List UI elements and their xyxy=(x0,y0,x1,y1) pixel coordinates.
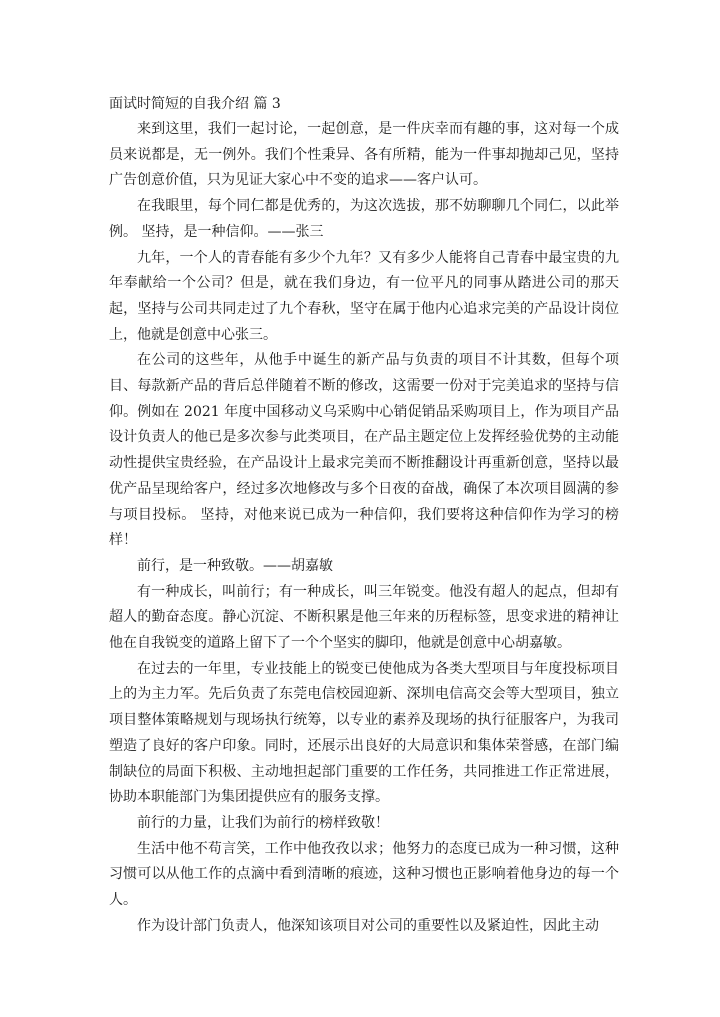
paragraph-5: 前行，是一种致敬。——胡嘉敏 xyxy=(137,557,333,574)
paragraph-1: 来到这里，我们一起讨论，一起创意，是一件庆幸而有趣的事，这对每一个成员来说都是，无一例外。我们个性秉异、各有所精，能为一件事却抛却己见，坚持广告创意价值，只为见证大家心中不变的追求——客户认可。 xyxy=(109,121,619,189)
paragraph-2: 在我眼里，每个同仁都是优秀的，为这次选拔，那不妨聊聊几个同仁，以此举例。 坚持，是一种信仰。——张三 xyxy=(109,198,619,240)
paragraph-9: 生活中他不苟言笑，工作中他孜孜以求；他努力的态度已成为一种习惯，这种习惯可以从他工作的点滴中看到清晰的痕迹，这种习惯也正影响着他身边的每一个人。 xyxy=(109,840,619,909)
paragraph-10: 作为设计部门负责人，他深知该项目对公司的重要性以及紧迫性，因此主动 xyxy=(137,917,599,934)
paragraph-6: 有一种成长，叫前行；有一种成长，叫三年锐变。他没有超人的起点，但却有超人的勤奋态度。静心沉淀、不断积累是他三年来的历程标签，思变求进的精神让他在自我锐变的道路上留下了一个个坚实的脚印，他就是创意中心胡嘉敏。 xyxy=(109,583,619,652)
document-body xyxy=(109,93,619,940)
section-title: 面试时简短的自我介绍 篇 3 xyxy=(109,96,281,112)
paragraph-4: 在公司的这些年，从他手中诞生的新产品与负责的项目不计其数，但每个项目、每款新产品的背后总伴随着不断的修改，这需要一份对于完美追求的坚持与信仰。例如在 2021 年度中国移动义乌采购中心销促销品采购项目上，作为项目产品设计负责人的他已是多次参与此类项目，在产品主题定位上发挥经验优势的主动能动性提供宝贵经验，在产品设计上最求完美而不断推翻设计再重新创意，坚持以最优产品呈现给客户，经过多次地修改与多个日夜的奋战，确保了本次项目圆满的参与项目投标。 坚持，对他来说已成为一种信仰，我们要将这种信仰作为学习的榜样！ xyxy=(109,352,619,549)
paragraph-3: 九年，一个人的青春能有多少个九年？又有多少人能将自己青春中最宝贵的九年奉献给一个公司？但是，就在我们身边，有一位平凡的同事从踏进公司的那天起，坚持与公司共同走过了九个春秋，坚守在属于他内心追求完美的产品设计岗位上，他就是创意中心张三。 xyxy=(109,249,619,343)
paragraph-8: 前行的力量，让我们为前行的榜样致敬！ xyxy=(137,814,389,831)
paragraph-7: 在过去的一年里，专业技能上的锐变已使他成为各类大型项目与年度投标项目上的为主力军。先后负责了东莞电信校园迎新、深圳电信高交会等大型项目，独立项目整体策略规划与现场执行统筹，以专业的素养及现场的执行征服客户，为我司塑造了良好的客户印象。同时，还展示出良好的大局意识和集体荣誉感，在部门编制缺位的局面下积极、主动地担起部门重要的工作任务，共同推进工作正常进展，协助本职能部门为集团提供应有的服务支撑。 xyxy=(109,660,619,806)
